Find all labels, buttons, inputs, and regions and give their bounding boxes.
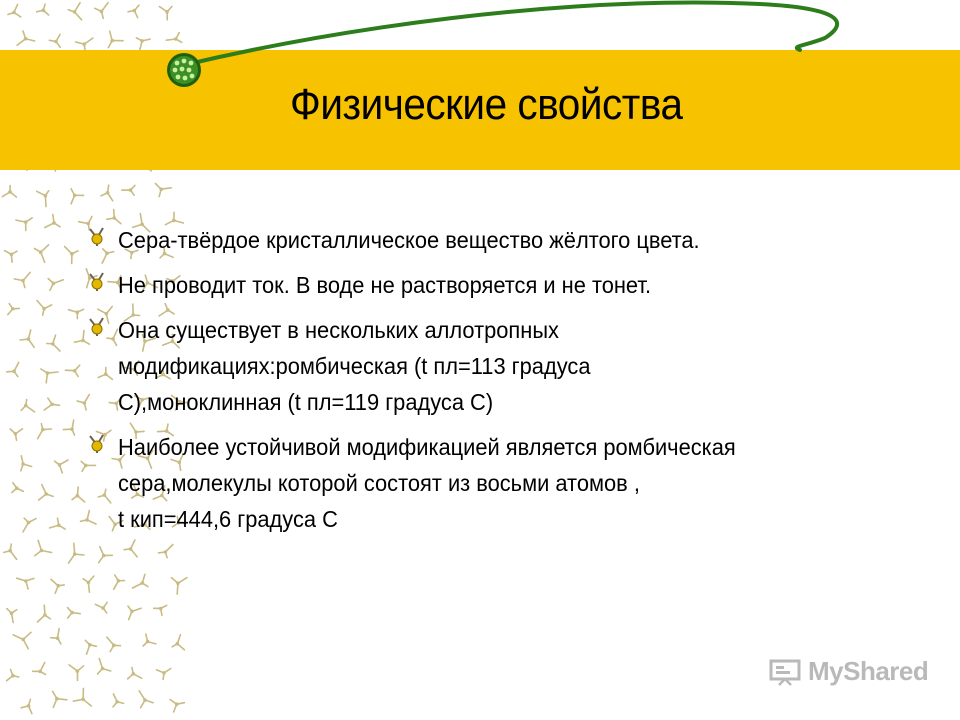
- pattern-molecule: [69, 665, 84, 681]
- bullet-text: Не проводит ток. В воде не растворяется и не тонет.: [118, 272, 652, 298]
- pattern-molecule: [37, 301, 52, 316]
- pattern-molecule: [143, 634, 156, 646]
- sulfur-molecule-icon: [86, 269, 108, 293]
- pattern-molecule: [38, 424, 52, 439]
- watermark-text: MyShared: [808, 656, 929, 686]
- pattern-molecule: [50, 518, 66, 529]
- pattern-molecule: [159, 545, 173, 558]
- pattern-molecule: [71, 189, 84, 204]
- pattern-molecule: [41, 369, 58, 383]
- pattern-molecule: [65, 365, 79, 376]
- bullet-item: [86, 267, 886, 303]
- sulfur-molecule-icon: [86, 224, 108, 248]
- pattern-molecule: [155, 184, 171, 197]
- pattern-molecule: [7, 609, 17, 623]
- bullet-item: [86, 312, 886, 420]
- pattern-molecule: [122, 185, 135, 195]
- pattern-molecule: [51, 579, 64, 593]
- pattern-molecule: [45, 215, 60, 228]
- green-orb-icon: [167, 53, 201, 87]
- pattern-molecule: [95, 602, 107, 613]
- pattern-molecule: [13, 632, 31, 649]
- pattern-molecule: [98, 659, 111, 674]
- pattern-molecule: [10, 429, 22, 440]
- bullet-text: Наиболее устойчивой модификацией является ромбическая сера,молекулы которой состоят из восьми атомов , t кип=444,6 градуса С: [118, 434, 736, 532]
- pattern-molecule: [14, 272, 30, 287]
- bullet-text: Сера-твёрдое кристаллическое вещество жёлтого цвета.: [118, 227, 700, 253]
- pattern-molecule: [21, 400, 34, 412]
- pattern-molecule: [171, 578, 187, 595]
- sulfur-molecule-icon: [86, 431, 108, 455]
- projector-screen-icon: [768, 658, 802, 686]
- pattern-molecule: [20, 330, 34, 347]
- pattern-molecule: [133, 574, 148, 588]
- pattern-molecule: [172, 635, 184, 650]
- pattern-molecule: [128, 667, 142, 679]
- pattern-molecule: [7, 363, 19, 377]
- pattern-molecule: [99, 547, 113, 563]
- pattern-molecule: [68, 608, 81, 618]
- pattern-molecule: [47, 335, 60, 351]
- pattern-molecule: [83, 576, 94, 592]
- pattern-molecule: [63, 420, 74, 435]
- pattern-molecule: [38, 605, 51, 622]
- pattern-molecule: [23, 518, 36, 532]
- pattern-molecule: [114, 575, 125, 589]
- slide-title: Физические свойства: [290, 80, 683, 129]
- pattern-molecule: [8, 304, 19, 315]
- pattern-molecule: [69, 309, 84, 318]
- bullet-text: Она существует в нескольких аллотропных модификациях:ромбическая (t пл=113 градуса C),моноклинная (t пл=119 градуса С): [118, 317, 591, 415]
- pattern-molecule: [17, 578, 34, 589]
- pattern-molecule: [113, 694, 124, 707]
- pattern-molecule: [139, 691, 153, 708]
- pattern-molecule: [33, 663, 46, 675]
- pattern-molecule: [85, 640, 96, 654]
- bullet-list: [86, 222, 886, 546]
- pattern-molecule: [37, 191, 49, 207]
- pattern-molecule: [12, 483, 23, 493]
- watermark: [768, 656, 928, 687]
- pattern-molecule: [72, 487, 85, 502]
- pattern-molecule: [35, 245, 49, 262]
- sulfur-molecule-icon: [86, 314, 108, 338]
- pattern-molecule: [128, 606, 141, 620]
- pattern-molecule: [2, 186, 16, 198]
- pattern-molecule: [21, 699, 32, 713]
- pattern-molecule: [107, 637, 121, 651]
- pattern-molecule: [170, 700, 184, 713]
- pattern-molecule: [55, 460, 68, 473]
- pattern-molecule: [39, 485, 54, 501]
- pattern-molecule: [16, 218, 32, 231]
- pattern-molecule: [154, 605, 167, 615]
- pattern-molecule: [7, 670, 19, 681]
- pattern-molecule: [35, 540, 52, 555]
- pattern-molecule: [21, 456, 32, 471]
- bullet-item: [86, 222, 886, 258]
- pattern-molecule: [69, 543, 84, 563]
- pattern-molecule: [51, 629, 61, 644]
- pattern-molecule: [157, 669, 171, 680]
- pattern-molecule: [73, 688, 91, 706]
- pattern-molecule: [5, 251, 17, 263]
- pattern-molecule: [4, 544, 17, 559]
- pattern-molecule: [44, 398, 59, 410]
- pattern-molecule: [101, 185, 113, 201]
- pattern-molecule: [53, 691, 67, 707]
- bullet-item: [86, 429, 886, 537]
- pattern-molecule: [48, 279, 63, 291]
- pattern-molecule: [65, 247, 78, 264]
